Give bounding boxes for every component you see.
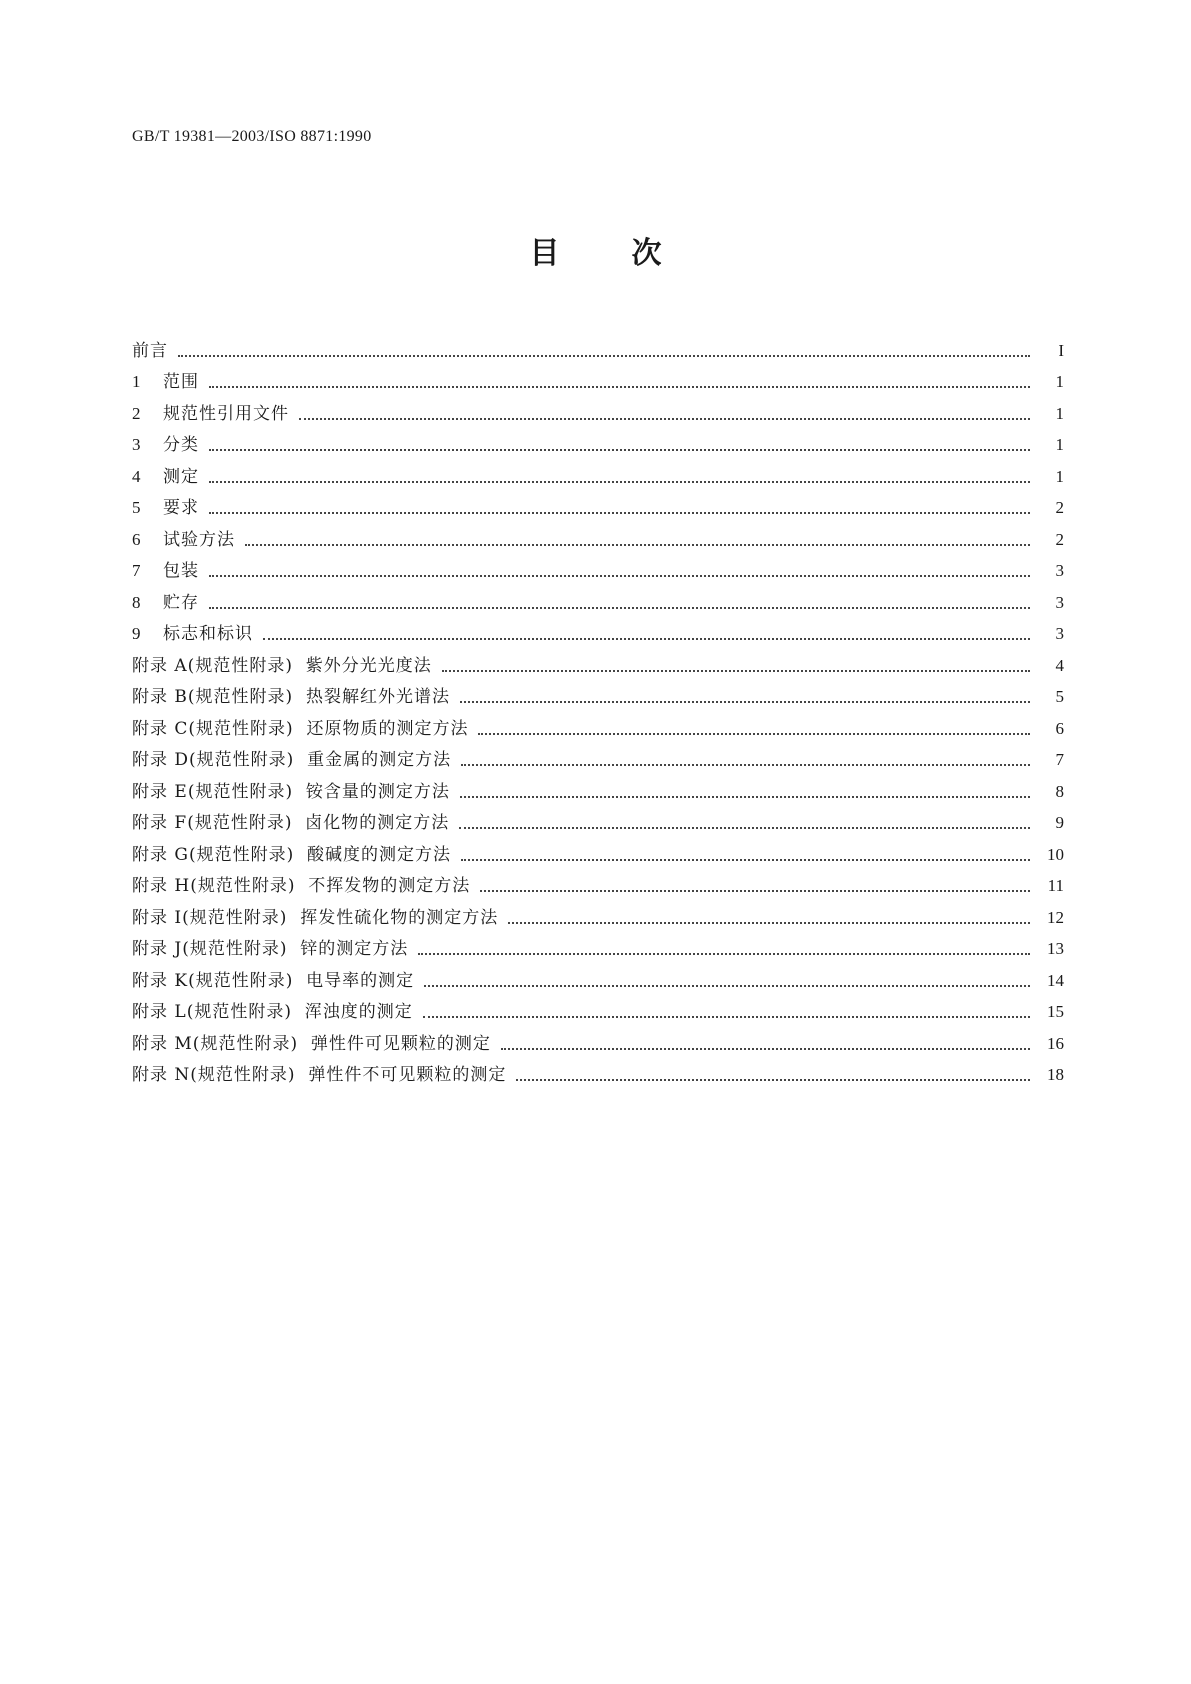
toc-entry[interactable]: [132, 709, 1064, 741]
toc-entry-label: 附录 H(规范性附录) 不挥发物的测定方法: [132, 876, 471, 896]
toc-entry-page-number: 12: [1047, 907, 1064, 927]
toc-entry-page-number: 5: [1055, 687, 1064, 706]
toc-leader-dots: [209, 481, 1030, 483]
toc-leader-dots: [442, 670, 1030, 672]
toc-entry-label: 规范性引用文件: [163, 403, 289, 424]
toc-entry-page-number: 4: [1055, 655, 1064, 675]
toc-entry-label: 测定: [163, 466, 199, 487]
toc-entry-label: 附录 M(规范性附录) 弹性件可见颗粒的测定: [132, 1033, 491, 1054]
toc-entry-label: 范围: [163, 372, 199, 392]
toc-entry-label: 附录 I(规范性附录) 挥发性硫化物的测定方法: [132, 907, 499, 928]
toc-leader-dots: [461, 764, 1030, 766]
toc-entry[interactable]: [132, 426, 1064, 458]
toc-entry-page-number: 18: [1047, 1065, 1064, 1084]
toc-leader-dots: [209, 607, 1030, 609]
toc-entry-number: 6: [132, 529, 141, 549]
toc-leader-dots: [460, 796, 1030, 798]
toc-entry-page-number: 2: [1055, 498, 1064, 517]
toc-entry-label: 标志和标识: [163, 624, 253, 644]
toc-entry-page-number: 9: [1055, 813, 1064, 832]
toc-entry-label: 附录 C(规范性附录) 还原物质的测定方法: [132, 718, 469, 739]
toc-leader-dots: [209, 575, 1030, 577]
toc-entry-page-number: 13: [1047, 939, 1064, 958]
toc-entry-page-number: 1: [1055, 403, 1064, 423]
toc-leader-dots: [478, 733, 1030, 735]
toc-entry-number: 2: [132, 403, 141, 423]
toc-leader-dots: [418, 953, 1030, 955]
toc-entry[interactable]: [132, 678, 1064, 710]
toc-entry[interactable]: [132, 363, 1064, 395]
toc-entry-number: 9: [132, 624, 141, 643]
toc-entry-label: 附录 E(规范性附录) 铵含量的测定方法: [132, 781, 450, 802]
toc-entry-page-number: 3: [1055, 624, 1064, 643]
toc-entry-page-number: I: [1058, 340, 1064, 360]
toc-leader-dots: [460, 701, 1030, 703]
toc-entry[interactable]: [132, 1024, 1064, 1056]
toc-leader-dots: [263, 638, 1030, 640]
toc-entry-number: 3: [132, 435, 141, 454]
toc-entry-page-number: 3: [1055, 561, 1064, 580]
page-title: 目次: [529, 236, 734, 271]
toc-entry-label: 试验方法: [163, 529, 235, 550]
toc-entry-page-number: 16: [1047, 1033, 1064, 1053]
toc-entry[interactable]: [132, 835, 1064, 867]
toc-entry-page-number: 6: [1055, 718, 1064, 738]
toc-entry[interactable]: [132, 615, 1064, 647]
toc-entry-number: 7: [132, 561, 141, 580]
toc-entry-label: 附录 G(规范性附录) 酸碱度的测定方法: [132, 844, 452, 865]
toc-entry-page-number: 7: [1055, 750, 1064, 769]
toc-leader-dots: [480, 890, 1030, 892]
toc-entry-label: 附录 J(规范性附录) 锌的测定方法: [132, 939, 409, 959]
toc-entry-page-number: 1: [1055, 372, 1064, 391]
toc-entry-number: 4: [132, 466, 141, 486]
toc-entry[interactable]: [132, 898, 1064, 930]
toc-entry[interactable]: [132, 867, 1064, 899]
toc-entry[interactable]: [132, 457, 1064, 489]
toc-entry[interactable]: [132, 804, 1064, 836]
toc-entry-label: 附录 A(规范性附录) 紫外分光光度法: [132, 655, 432, 676]
toc-entry[interactable]: [132, 930, 1064, 962]
toc-entry[interactable]: [132, 961, 1064, 993]
toc-leader-dots: [424, 985, 1030, 987]
toc-entry[interactable]: [132, 489, 1064, 521]
standard-code: GB/T 19381—2003/ISO 8871:1990: [132, 128, 372, 145]
toc-entry-label: 要求: [163, 498, 199, 518]
toc-entry[interactable]: [132, 331, 1064, 363]
toc-entry[interactable]: [132, 520, 1064, 552]
toc-entry-page-number: 8: [1055, 781, 1064, 801]
toc-entry-label: 附录 K(规范性附录) 电导率的测定: [132, 970, 415, 991]
toc-entry-number: 1: [132, 372, 141, 391]
toc-entry-label: 附录 D(规范性附录) 重金属的测定方法: [132, 750, 452, 770]
toc-entry-label: 包装: [163, 561, 199, 581]
toc-entry[interactable]: [132, 583, 1064, 615]
toc-entry[interactable]: [132, 741, 1064, 773]
toc-entry-page-number: 3: [1055, 592, 1064, 612]
toc-leader-dots: [178, 355, 1030, 357]
toc-entry-page-number: 2: [1055, 529, 1064, 549]
toc-entry-page-number: 14: [1047, 970, 1064, 990]
table-of-contents: [132, 331, 1064, 1087]
toc-entry[interactable]: [132, 1056, 1064, 1088]
toc-entry-page-number: 15: [1047, 1002, 1064, 1021]
toc-entry-page-number: 10: [1047, 844, 1064, 864]
toc-entry-label: 贮存: [163, 592, 199, 613]
toc-leader-dots: [299, 418, 1030, 420]
toc-leader-dots: [245, 544, 1030, 546]
toc-entry-label: 附录 F(规范性附录) 卤化物的测定方法: [132, 813, 450, 833]
toc-leader-dots: [508, 922, 1030, 924]
toc-entry-label: 前言: [132, 340, 168, 361]
toc-leader-dots: [209, 512, 1030, 514]
toc-leader-dots: [423, 1016, 1030, 1018]
toc-leader-dots: [459, 827, 1030, 829]
toc-entry[interactable]: [132, 772, 1064, 804]
toc-entry-page-number: 1: [1055, 466, 1064, 486]
toc-entry-label: 附录 L(规范性附录) 浑浊度的测定: [132, 1002, 413, 1022]
toc-entry-label: 附录 N(规范性附录) 弹性件不可见颗粒的测定: [132, 1065, 507, 1085]
toc-leader-dots: [501, 1048, 1030, 1050]
toc-entry-page-number: 11: [1047, 876, 1064, 895]
toc-entry-label: 附录 B(规范性附录) 热裂解红外光谱法: [132, 687, 450, 707]
toc-entry[interactable]: [132, 394, 1064, 426]
toc-leader-dots: [461, 859, 1030, 861]
toc-leader-dots: [209, 386, 1030, 388]
toc-leader-dots: [209, 449, 1030, 451]
toc-entry-number: 8: [132, 592, 141, 612]
toc-entry[interactable]: [132, 552, 1064, 584]
toc-entry-number: 5: [132, 498, 141, 517]
toc-entry[interactable]: [132, 993, 1064, 1025]
toc-leader-dots: [516, 1079, 1030, 1081]
toc-entry[interactable]: [132, 646, 1064, 678]
toc-entry-label: 分类: [163, 435, 199, 455]
toc-entry-page-number: 1: [1055, 435, 1064, 454]
